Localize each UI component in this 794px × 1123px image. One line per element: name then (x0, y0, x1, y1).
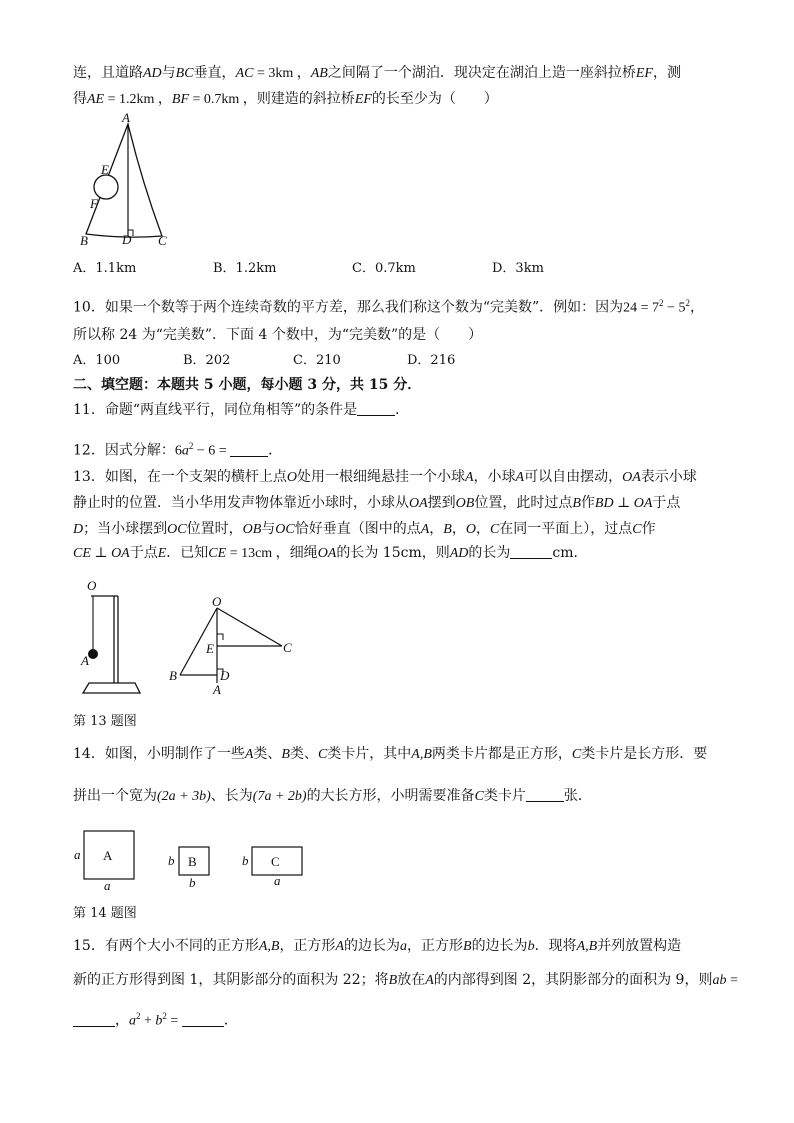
q13-label-a-left: A (81, 653, 89, 668)
card-a-bottom: a (104, 878, 111, 893)
q9-line-2: 得AE = 1.2km ，BF = 0.7km ，则建造的斜拉桥EF的长至少为（ ） (73, 91, 498, 107)
q13-pendulum-figure (75, 576, 305, 701)
q12-answer-blank[interactable] (230, 442, 268, 457)
q13-line-3: D；当小球摆到OC位置时，OB与OC恰好垂直（图中的点A，B，O，C在同一平面上），过点C作 (73, 521, 656, 537)
q13-label-d: D (220, 668, 230, 683)
q10-line-1: 10．如果一个数等于两个连续奇数的平方差，那么我们称这个数为“完美数”．例如：因为$24 = 7^2 - 5^2$， (73, 298, 704, 316)
q11-line: 11．命题“两直线平行，同位角相等”的条件是 ． (73, 402, 410, 418)
q13-label-o: O (212, 594, 222, 609)
q14-answer-blank[interactable] (526, 787, 564, 802)
q12-line: 12．因式分解：$6a^2 - 6$ = ． (73, 441, 283, 459)
q13-line-4: CE ⊥ OA于点E．已知CE = 13cm ，细绳OA的长为 15cm，则AD的长为 cm． (73, 545, 588, 561)
q13-line-2: 静止时的位置．当小华用发声物体靠近小球时，小球从OA摆到OB位置，此时过点B作BD ⊥ OA于点 (73, 495, 681, 511)
q9-option-d[interactable]: D．3km (492, 261, 544, 276)
q15-line-3: ，$a^2 + b^2$ = ． (73, 1006, 238, 1032)
q13-label-b: B (169, 668, 177, 683)
q9-label-e: E (101, 162, 109, 177)
section-2-heading: 二、填空题：本题共 5 小题，每小题 3 分，共 15 分． (73, 377, 422, 393)
q9-line-1: 连，且道路AD与BC垂直，AC = 3km ，AB之间隔了一个湖泊．现决定在湖泊上造一座斜拉桥EF，测 (73, 65, 681, 81)
q9-triangle-figure (70, 112, 190, 252)
q13-caption: 第 13 题图 (73, 714, 137, 729)
q13-label-a: A (213, 682, 221, 697)
q9-option-b[interactable]: B．1.2km (213, 261, 277, 276)
q14-caption: 第 14 题图 (73, 906, 137, 921)
q9-label-b: B (80, 233, 88, 248)
q15-line-1: 15．有两个大小不同的正方形A,B，正方形A的边长为a，正方形B的边长为b．现将A,B并列放置构造 (73, 938, 682, 954)
q14-line-2: 拼出一个宽为(2a + 3b)、长为(7a + 2b)的大长方形，小明需要准备C类卡片 张． (73, 788, 592, 804)
card-a-side: a (74, 847, 81, 862)
q9-label-c: C (158, 233, 167, 248)
q9-label-f: F (90, 196, 98, 211)
q9-label-d: D (122, 232, 132, 247)
q9-label-a: A (122, 110, 130, 125)
q10-line-2: 所以称 24 为“完美数”．下面 4 个数中，为“完美数”的是（ ） (73, 327, 483, 343)
q10-option-c[interactable]: C．210 (293, 353, 341, 368)
card-c-label: C (271, 854, 280, 869)
q13-label-e: E (206, 641, 214, 656)
q10-option-d[interactable]: D．216 (407, 353, 456, 368)
q13-line-1: 13．如图，在一个支架的横杆上点O处用一根细绳悬挂一个小球A，小球A可以自由摆动，OA表示小球 (73, 469, 697, 485)
card-a-label: A (103, 848, 113, 863)
card-b-side: b (168, 853, 175, 868)
q10-option-a[interactable]: A．100 (73, 353, 121, 368)
q13-answer-blank[interactable] (510, 544, 552, 559)
q15-answer-blank-sum[interactable] (182, 1012, 224, 1027)
card-b-bottom: b (189, 875, 196, 890)
q10-option-b[interactable]: B．202 (183, 353, 231, 368)
card-b-label: B (188, 854, 197, 869)
card-c-side: b (242, 853, 249, 868)
q14-line-1: 14．如图，小明制作了一些A类、B类、C类卡片，其中A,B两类卡片都是正方形，C类卡片是长方形．要 (73, 746, 708, 762)
q9-option-c[interactable]: C．0.7km (352, 261, 416, 276)
q9-option-a[interactable]: A．1.1km (73, 261, 137, 276)
q11-answer-blank[interactable] (357, 401, 395, 416)
q13-label-c: C (283, 640, 292, 655)
q15-answer-blank-ab[interactable] (73, 1012, 115, 1027)
q13-label-o-left: O (87, 578, 97, 593)
card-c-bottom: a (274, 873, 281, 888)
q15-line-2: 新的正方形得到图 1，其阴影部分的面积为 22；将B放在A的内部得到图 2，其阴影部分的面积为 9，则ab = (73, 972, 738, 988)
q14-cards-figure (70, 825, 320, 895)
